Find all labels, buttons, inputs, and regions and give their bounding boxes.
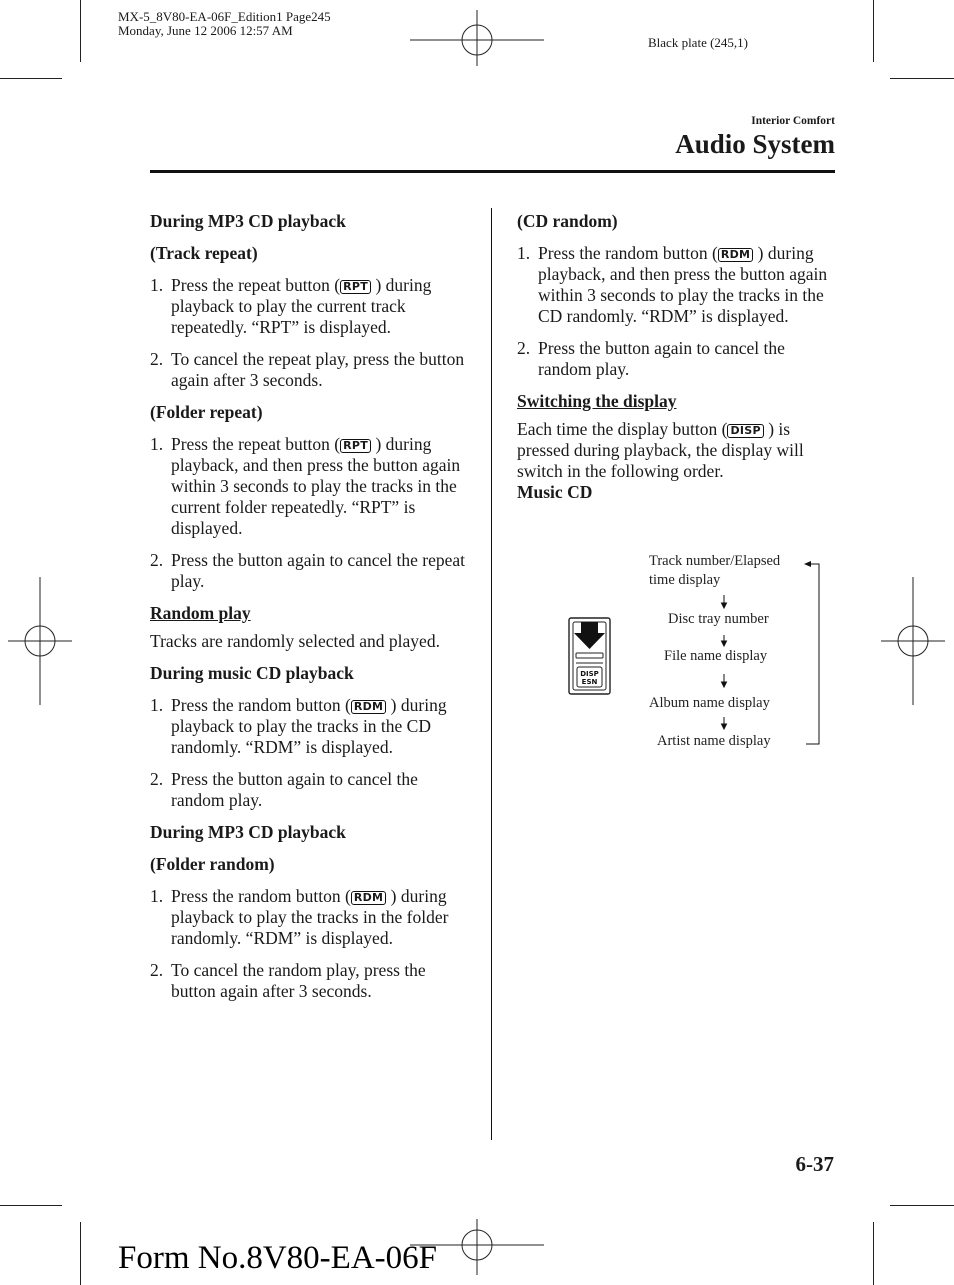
- item-number: 2.: [150, 550, 164, 570]
- step-artist-name: Artist name display: [657, 733, 771, 749]
- step-album-name: Album name display: [649, 695, 770, 711]
- list-item: [150, 886, 472, 949]
- list-item: [150, 434, 472, 539]
- heading-folder-random: (Folder random): [150, 854, 275, 874]
- item-text: [171, 275, 472, 338]
- item-text-pre: Press the random button (: [538, 243, 718, 263]
- disp-button-icon: DISP: [727, 424, 763, 438]
- item-number: 2.: [517, 338, 531, 358]
- list-item: [150, 769, 472, 811]
- list-item: [150, 695, 472, 758]
- item-text-pre: Press the repeat button (: [171, 275, 341, 295]
- plate-label: Black plate (245,1): [648, 35, 748, 50]
- item-text: Press the button again to cancel the random play.: [538, 338, 785, 379]
- list-item: [150, 349, 472, 391]
- rdm-button-icon: RDM: [351, 891, 386, 905]
- print-date-line: Monday, June 12 2006 12:57 AM: [118, 23, 293, 38]
- heading-music-cd-playback: During music CD playback: [150, 663, 354, 683]
- crop-mark: [873, 0, 874, 62]
- crop-mark: [80, 1222, 81, 1285]
- item-number: 1.: [150, 886, 164, 906]
- item-text: [538, 243, 835, 327]
- list-item: [517, 243, 835, 327]
- registration-mark-top: [410, 10, 544, 70]
- item-number: 1.: [517, 243, 531, 263]
- page-title: Audio System: [675, 129, 835, 159]
- item-text-post: ) during playback, and then press the button again within 3 seconds to play the tracks in the current folder repeatedly. “RPT” is displayed.: [171, 434, 461, 538]
- item-text: [171, 434, 472, 539]
- switch-text-post: ) is pressed during playback, the display will switch in the following order.: [517, 419, 804, 481]
- heading-mp3-playback: During MP3 CD playback: [150, 211, 346, 231]
- list-item: [150, 960, 472, 1002]
- item-text: To cancel the random play, press the button again after 3 seconds.: [171, 960, 426, 1001]
- music-cd-label: Music CD: [517, 482, 593, 502]
- item-text-post: ) during playback, and then press the button again within 3 seconds to play the tracks in the CD randomly. “RDM” is displayed.: [538, 243, 828, 326]
- switch-paragraph: [517, 419, 835, 482]
- crop-mark: [873, 1222, 874, 1285]
- item-number: 1.: [150, 695, 164, 715]
- switch-text-pre: Each time the display button (: [517, 419, 728, 439]
- heading-switching-display: Switching the display: [517, 391, 677, 411]
- print-file-line: MX-5_8V80-EA-06F_Edition1 Page245: [118, 9, 331, 24]
- crop-mark: [0, 1205, 62, 1206]
- heading-track-repeat: (Track repeat): [150, 243, 258, 263]
- header-rule: [150, 170, 835, 173]
- column-divider: [491, 208, 492, 1140]
- list-item: [150, 550, 472, 592]
- item-text-post: ) during playback to play the tracks in the CD randomly. “RDM” is displayed.: [171, 695, 447, 757]
- item-text-pre: Press the random button (: [171, 695, 351, 715]
- item-text: [171, 886, 472, 949]
- page-number: 6-37: [795, 1152, 834, 1176]
- display-order-diagram: [560, 550, 835, 750]
- step-file-name: File name display: [664, 648, 768, 664]
- item-text-post: ) during playback to play the tracks in the folder randomly. “RDM” is displayed.: [171, 886, 449, 948]
- heading-folder-repeat: (Folder repeat): [150, 402, 263, 422]
- item-text: Press the button again to cancel the random play.: [171, 769, 418, 810]
- item-text-pre: Press the random button (: [171, 886, 351, 906]
- step-track-number: Track number/Elapsed: [649, 553, 781, 569]
- rpt-button-icon: RPT: [340, 439, 371, 453]
- list-item: [150, 275, 472, 338]
- item-number: 2.: [150, 960, 164, 980]
- heading-cd-random: (CD random): [517, 211, 618, 231]
- item-text: To cancel the repeat play, press the button again after 3 seconds.: [171, 349, 465, 390]
- item-number: 2.: [150, 769, 164, 789]
- item-number: 1.: [150, 434, 164, 454]
- list-item: [517, 338, 835, 380]
- item-number: 1.: [150, 275, 164, 295]
- item-number: 2.: [150, 349, 164, 369]
- item-text: Press the button again to cancel the repeat play.: [171, 550, 465, 591]
- form-number: Form No.8V80-EA-06F: [118, 1240, 437, 1276]
- disp-label: DISP: [580, 670, 599, 678]
- flow-arrows: [560, 550, 835, 750]
- section-category: Interior Comfort: [751, 115, 835, 127]
- item-text-post: ) during playback to play the current track repeatedly. “RPT” is displayed.: [171, 275, 432, 337]
- esn-label: ESN: [581, 678, 598, 686]
- crop-mark: [0, 78, 62, 79]
- crop-mark: [80, 0, 81, 62]
- left-column: [150, 211, 472, 1013]
- crop-mark: [890, 78, 954, 79]
- random-intro: Tracks are randomly selected and played.: [150, 631, 440, 651]
- heading-mp3-playback-2: During MP3 CD playback: [150, 822, 346, 842]
- step-time-display: time display: [649, 572, 721, 588]
- heading-random-play: Random play: [150, 603, 251, 623]
- registration-mark-right: [881, 577, 945, 705]
- crop-mark: [890, 1205, 954, 1206]
- item-text: [171, 695, 472, 758]
- rpt-button-icon: RPT: [340, 280, 371, 294]
- registration-mark-left: [8, 577, 72, 705]
- item-text-pre: Press the repeat button (: [171, 434, 341, 454]
- rdm-button-icon: RDM: [718, 248, 753, 262]
- rdm-button-icon: RDM: [351, 700, 386, 714]
- step-disc-tray: Disc tray number: [668, 611, 769, 627]
- right-column: [517, 211, 835, 503]
